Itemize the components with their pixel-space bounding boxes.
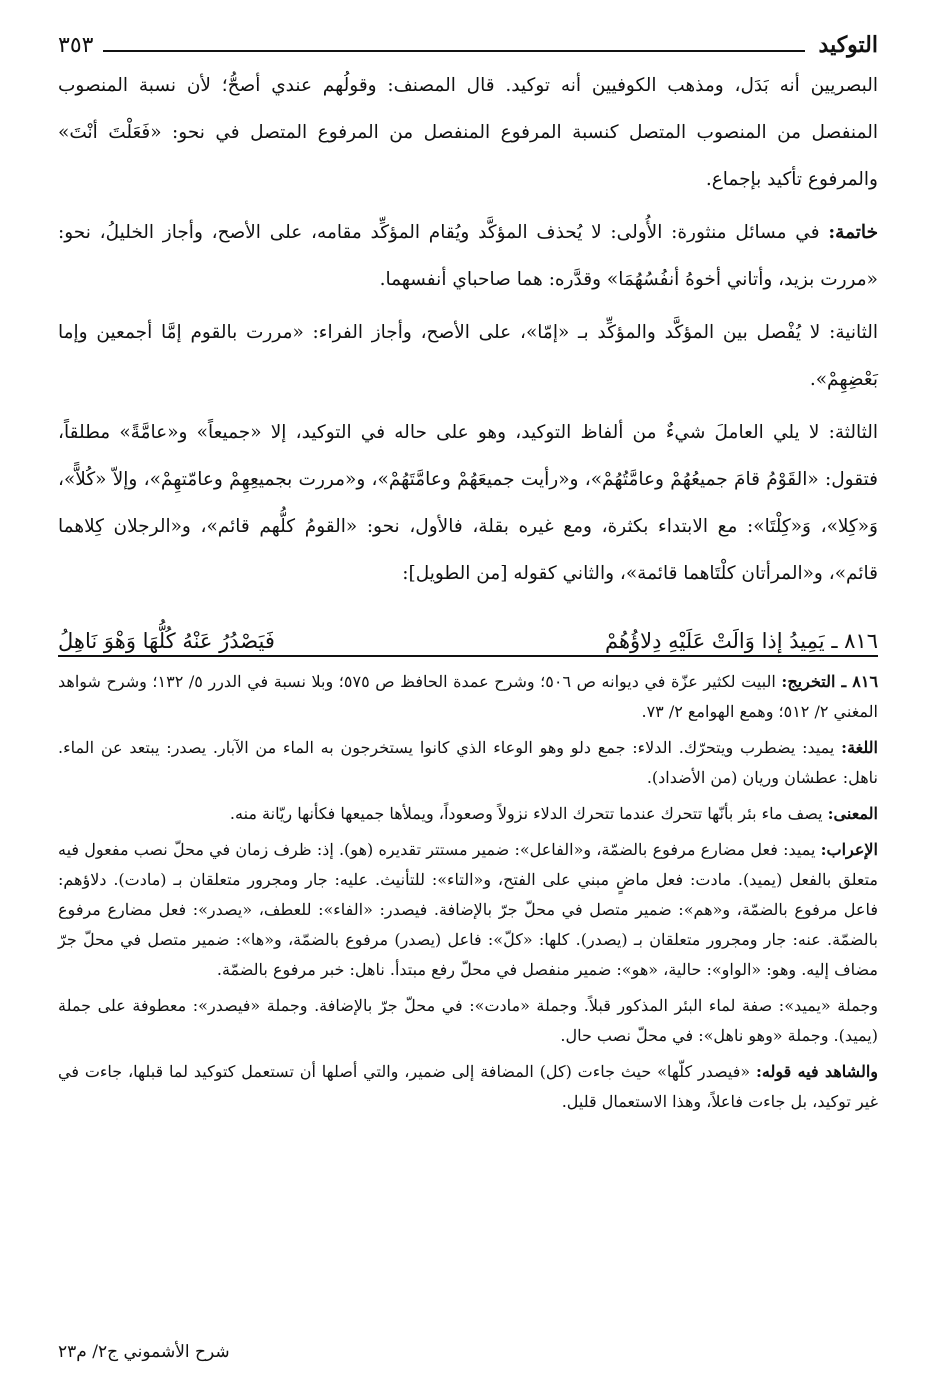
text-line: البصريين أنه بَدَل، ومذهب الكوفيين أنه توكيد. قال المصنف: وقولُهم عندي أصحُّ؛ لأن [186, 75, 878, 96]
text-line: أنفسهما. [379, 269, 447, 290]
text-line: الثالثة: لا يلي العاملَ شيءٌ من ألفاظ التوكيد، وهو على حاله في التوكيد، إلا [270, 422, 878, 443]
footnotes [58, 667, 878, 1117]
footnote-text: وجملة «يميد»: صفة لماء البئر المذكور قبلاً. وجملة «مادت»: في محلّ جرّ بالإضافة. وجملة «فيصدر»: معطوفة على جملة (يميد). وجملة «وهو ناهل»: في محلّ نصب حال. [58, 996, 878, 1045]
main-text [58, 62, 878, 597]
poetry-verse [58, 601, 878, 653]
footnote-lead: المعنى: [827, 804, 878, 823]
footnote-text: البيت لكثير عزّة في ديوانه ص ٥٠٦؛ وشرح عمدة الحافظ ص ٥٧٥؛ وبلا نسبة في الدرر ٥/ ١٣٢؛ وشرح شواهد المغني ٢/ ٥١٢؛ وهمع الهوامع ٢/ ٧٣. [58, 672, 878, 721]
running-header [58, 28, 878, 62]
page-number: ٣٥٣ [58, 32, 94, 58]
footnote-text: يميد: يضطرب ويتحرّك. الدلاء: جمع دلو وهو الوعاء الذي كانوا يستخرجون به الماء من الآبار. يصدر: يبتعد عن الماء. ناهل: عطشان وريان (من الأضداد). [58, 738, 878, 787]
footnote [58, 835, 878, 985]
paragraph [58, 409, 878, 597]
verse-text: يَمِيدُ إذا وَالَتْ عَلَيْهِ دِلاؤُهُمْ [604, 629, 825, 653]
footnote [58, 733, 878, 793]
footnote-text: يميد: فعل مضارع مرفوع بالضمّة، و«الفاعل»: ضمير مستتر تقديره (هو). إذ: ظرف زمان في محلّ نصب مفعول فيه متعلق بالفعل (يميد). مادت: فعل ماضٍ مبني على الفتح، و«التاء»: للتأنيث. عليه: جار ومجرور متعلقان بـ (مادت). دلاؤهم: فاعل مرفوع بالضمّة، و«هم»: ضمير متصل في محلّ جرّ بالإضافة. فيصدر: «الفاء»: للعطف، «يصدر»: فعل مضارع مرفوع بالضمّة. عنه: جار ومجرور متعلقان بـ (يصدر). كلها: «كلّ»: فاعل (يصدر) مرفوع بالضمّة، و«ها»: ضمير متصل في محلّ جرّ مضاف إليه. وهو: «الواو»: حالية، «هو»: ضمير منفصل في محلّ رفع مبتدأ. ناهل: خبر مرفوع بالضمّة. [58, 840, 879, 979]
footnote [58, 991, 878, 1051]
verse-number: ٨١٦ ـ [831, 629, 878, 653]
verse-second-hemistich: فَيَصْدُرُ عَنْهُ كُلُّهَا وَهْوَ نَاهِلُ [58, 629, 275, 653]
footnote-lead: الإعراب: [820, 840, 878, 859]
footnote-lead: ٨١٦ ـ التخريج: [781, 672, 879, 691]
text-line: و«المرأتان كلْتَاهما قائمة»، والثاني كقوله [من الطويل]: [402, 563, 823, 584]
paragraph [58, 309, 878, 403]
footnote [58, 1057, 878, 1117]
text-line: الثانية: لا يُفْصل بين المؤكَّد والمؤكِّد بـ «إمّا»، على الأصح، وأجاز الفراء: «مررت [246, 322, 878, 343]
book-page [58, 28, 878, 1368]
footnote-lead: والشاهد فيه قوله: [756, 1062, 878, 1081]
text-line: وعامَّتَهُمْ»، و«مررت بجميعِهِمْ وعامّتهِمْ»، وإلاّ «كُلاًّ»، وَ«كِلا»، وَ«كِلْتَا»: مع الابتداء [58, 469, 878, 537]
verse-first-hemistich [605, 629, 878, 653]
footnote [58, 799, 878, 829]
footnote-text: يصف ماء بئر بأنّها تتحرك عندما تتحرك الدلاء نزولاً وصعوداً، ويملأها جميعها فكأنها ريّانة منه. [229, 804, 823, 823]
footnote-lead: اللغة: [841, 738, 878, 757]
text-line: بكثرة، ومع غيره بقلة، فالأول، نحو: «القومُ كلُّهم قائم»، و«الرجلان كِلاهما قائم»، [58, 516, 878, 584]
section-lead: خاتمة: [828, 222, 879, 243]
footnote-text: «فيصدر كلّها» حيث جاءت (كل) المضافة إلى ضمير، والتي أصلها أن تستعمل كتوكيد لما قبلها، جاءت في غير توكيد، بل جاءت فاعلاً، وهذا الاستعمال قليل. [58, 1062, 878, 1111]
text-line: «جميعاً» و«عامَّةً» مطلقاً، فتقول: «القَوْمُ قامَ جميعُهُمْ وعامَّتُهُمْ»، و«رأيت جميعَهُمْ [58, 422, 878, 490]
paragraph [58, 209, 878, 303]
footnote-separator [58, 655, 878, 657]
text-line: الأصح، وأجاز الخليلُ، نحو: «مررت بزيد، وأتاني أخوهُ أنفُسُهُمَا» وقدَّره: هما صاحباي [58, 222, 878, 290]
text-line: نسبة المنصوب المنفصل من المنصوب المتصل كنسبة المرفوع المنفصل من المرفوع [58, 75, 878, 143]
text-line: في مسائل منثورة: الأُولى: لا يُحذف المؤكَّد ويُقام المؤكِّد مقامه، على [269, 222, 820, 243]
text-line: المتصل في نحو: «فَعَلْتَ أنْتَ» والمرفوع تأكيد بإجماع. [58, 122, 878, 190]
header-rule [103, 50, 804, 52]
chapter-title: التوكيد [818, 32, 878, 58]
paragraph [58, 62, 878, 203]
footnote [58, 667, 878, 727]
signature-mark: شرح الأشموني ج٢/ م٢٣ [58, 1342, 230, 1362]
text-line: بالقوم إمَّا أجمعين وإما بَعْضِهِمْ». [58, 322, 878, 390]
